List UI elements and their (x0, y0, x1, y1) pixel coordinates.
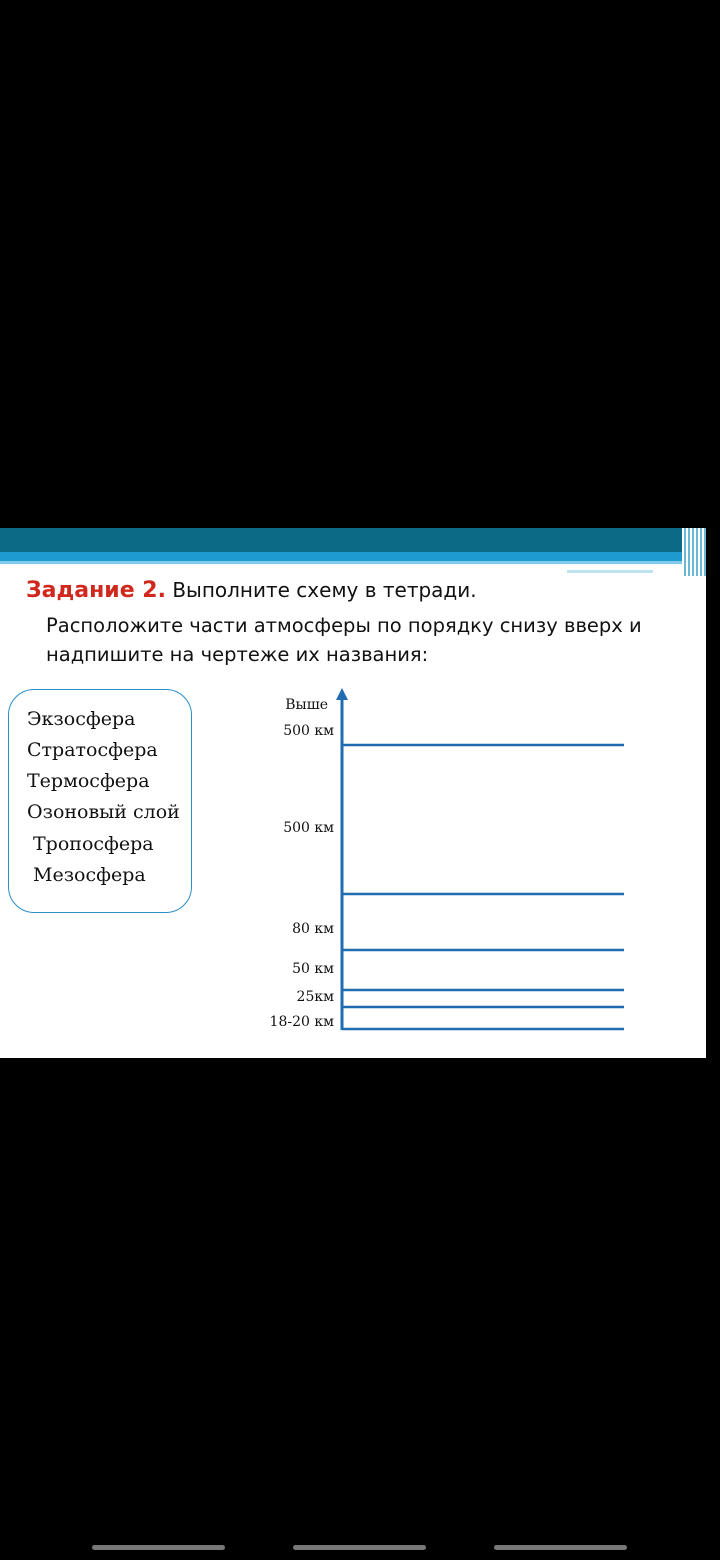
label-50: 50 км (292, 961, 334, 977)
label-500: 500 км (283, 820, 334, 836)
option-ozone-layer: Озоновый слой (27, 801, 180, 823)
label-80: 80 км (292, 921, 334, 937)
label-above: Выше (285, 697, 328, 713)
task-label: Задание 2. (26, 578, 166, 603)
label-25: 25км (296, 989, 334, 1005)
task-text: Выполните схему в тетради. (172, 578, 477, 602)
option-thermosphere: Термосфера (27, 770, 150, 792)
option-stratosphere: Стратосфера (27, 739, 158, 761)
nav-back-button[interactable] (494, 1545, 627, 1550)
nav-recents-button[interactable] (92, 1545, 225, 1550)
label-18-20: 18-20 км (269, 1014, 334, 1030)
system-nav-bar (0, 1530, 720, 1560)
nav-home-button[interactable] (293, 1545, 426, 1550)
slide (0, 528, 706, 1058)
option-exosphere: Экзосфера (27, 708, 136, 730)
task-instruction: Расположите части атмосферы по порядку снизу вверх и надпишите на чертеже их названия: (46, 614, 642, 666)
axis-arrow-icon (336, 688, 348, 700)
atmosphere-diagram (0, 528, 706, 1058)
option-troposphere: Тропосфера (33, 833, 154, 855)
label-above-500: 500 км (283, 723, 334, 739)
option-mesosphere: Мезосфера (33, 864, 146, 886)
